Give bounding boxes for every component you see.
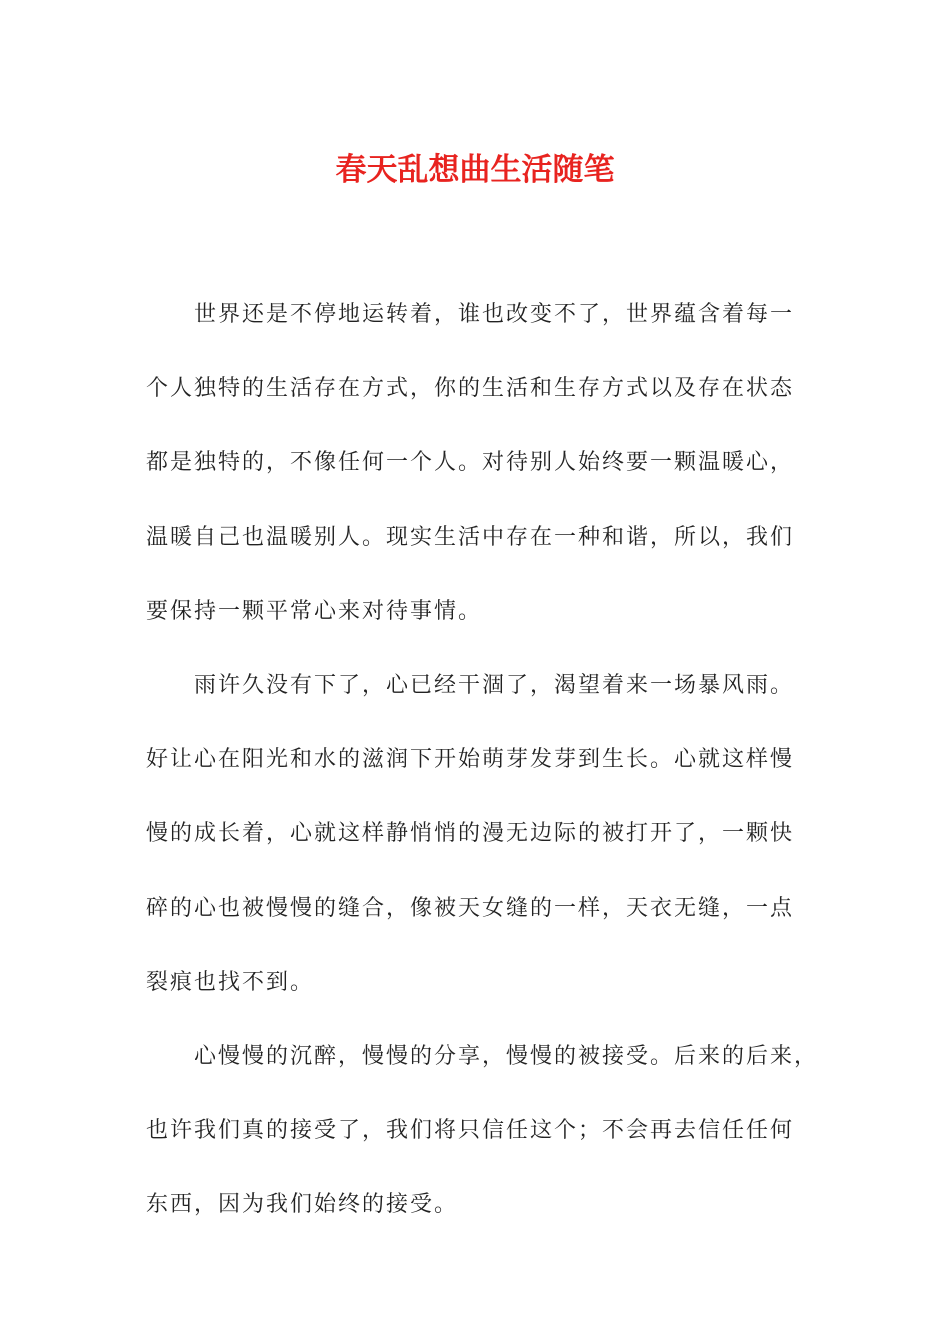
text-line: 雨许久没有下了，心已经干涸了，渴望着来一场暴风雨。 <box>194 673 795 699</box>
text-line: 温暖自己也温暖别人。现实生活中存在一种和谐，所以，我们 <box>146 524 795 550</box>
text-line: 慢的成长着，心就这样静悄悄的漫无边际的被打开了，一颗快 <box>146 821 795 847</box>
paragraph <box>146 278 806 649</box>
text-line: 碎的心也被慢慢的缝合，像被天女缝的一样，天衣无缝，一点 <box>146 895 795 921</box>
text-line: 心慢慢的沉醉，慢慢的分享，慢慢的被接受。后来的后来， <box>194 1044 819 1070</box>
text-line: 裂痕也找不到。 <box>146 969 315 995</box>
text-line: 要保持一颗平常心来对待事情。 <box>146 598 483 624</box>
document-body <box>146 278 819 1243</box>
text-line: 个人独特的生活存在方式，你的生活和生存方式以及存在状态 <box>146 376 795 402</box>
text-line: 也许我们真的接受了，我们将只信任这个；不会再去信任任何 <box>146 1118 795 1144</box>
paragraph <box>146 649 806 1020</box>
document-title: 春天乱想曲生活随笔 <box>335 152 615 188</box>
text-line: 都是独特的，不像任何一个人。对待别人始终要一颗温暖心， <box>146 450 795 476</box>
text-line: 好让心在阳光和水的滋润下开始萌芽发芽到生长。心就这样慢 <box>146 747 795 773</box>
text-line: 世界还是不停地运转着，谁也改变不了，世界蕴含着每一 <box>194 302 795 327</box>
text-line: 东西，因为我们始终的接受。 <box>146 1192 459 1218</box>
paragraph <box>146 1020 819 1243</box>
